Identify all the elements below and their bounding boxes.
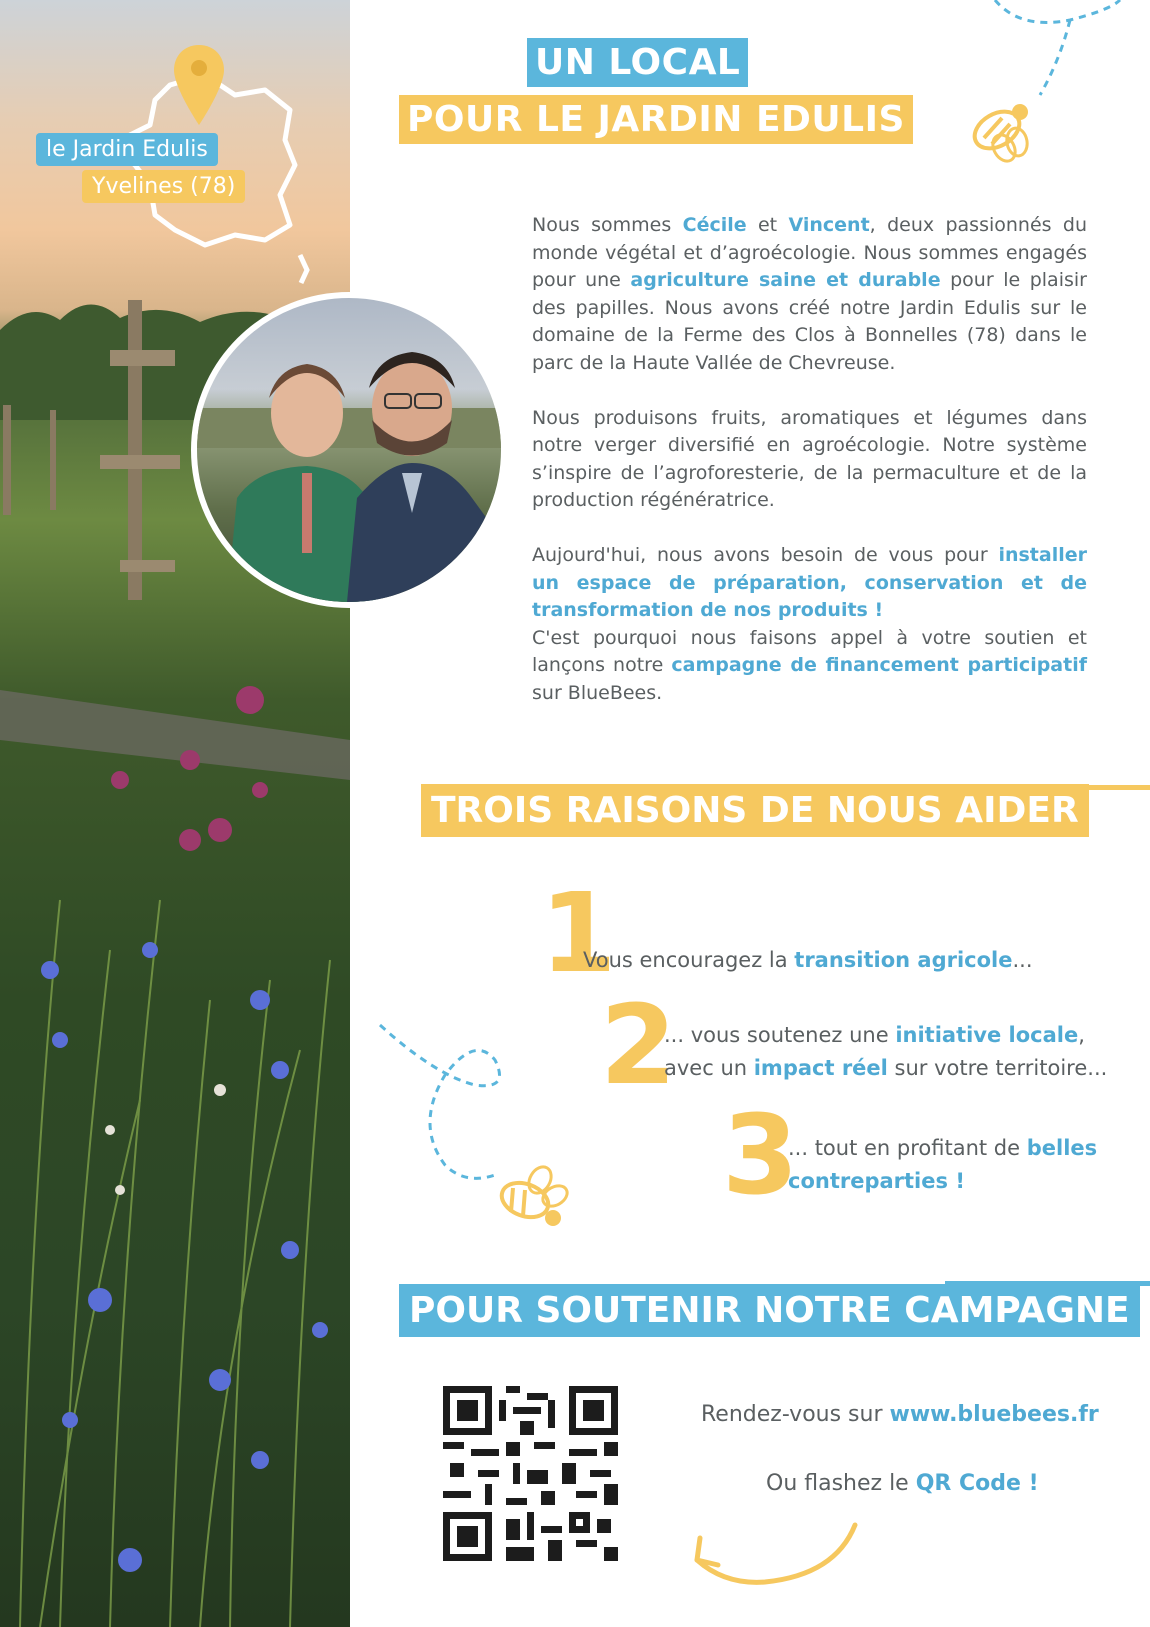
intro-paragraph-3: Aujourd'hui, nous avons besoin de vous pour installer un espace de préparation, conservation et de transformation de nos produits ! C'est pourquoi nous faisons appel à votre soutien et lançons notre campagne de financement participatif sur BlueBees.	[532, 543, 1087, 704]
bee-icon	[962, 90, 1037, 165]
garden-photo	[0, 0, 350, 1627]
qr-code[interactable]	[443, 1386, 618, 1561]
reasons-title: TROIS RAISONS DE NOUS AIDER	[421, 784, 1089, 837]
garden-name-tag: le Jardin Edulis	[36, 133, 218, 166]
reason-2-number: 2	[600, 981, 677, 1109]
farmers-portrait	[191, 292, 507, 608]
reason-2-text: ... vous soutenez une initiative locale, avec un impact réel sur votre territoire...	[664, 1023, 1108, 1080]
bluebees-link[interactable]: www.bluebees.fr	[889, 1402, 1099, 1427]
intro-paragraph-2: Nous produisons fruits, aromatiques et légumes dans notre verger diversifié en agroécologie. Notre système s’inspire de l’agroforesterie, de la permaculture et de la production régénératrice.	[532, 406, 1087, 512]
reason-3-text: ... tout en profitant de belles contreparties !	[788, 1136, 1098, 1193]
bee-icon-2	[495, 1160, 575, 1235]
arrow-to-qr-icon	[685, 1520, 865, 1595]
reason-1-number: 1	[540, 869, 617, 997]
visit-instruction: Rendez-vous sur www.bluebees.fr	[701, 1402, 1099, 1427]
reason-1-text: Vous encouragez la transition agricole...	[583, 948, 1033, 972]
intro-text	[532, 212, 1087, 708]
qr-instruction: Ou flashez le QR Code !	[766, 1471, 1039, 1496]
region-tag: Yvelines (78)	[82, 170, 245, 203]
heading-line-2: POUR LE JARDIN EDULIS	[399, 95, 913, 144]
support-title: POUR SOUTENIR NOTRE CAMPAGNE	[399, 1284, 1140, 1337]
reason-3-number: 3	[722, 1091, 799, 1219]
heading-line-1: UN LOCAL	[527, 38, 748, 87]
location-pin-icon	[172, 43, 226, 127]
intro-paragraph-1: Nous sommes Cécile et Vincent, deux passionnés du monde végétal et d’agroécologie. Nous sommes engagés pour une agriculture saine et durable pour le plaisir des papilles. Nous avons créé notre Jardin Edulis sur le domaine de la Ferme des Clos à Bonnelles (78) dans le parc de la Haute Vallée de Chevreuse.	[532, 214, 1087, 374]
